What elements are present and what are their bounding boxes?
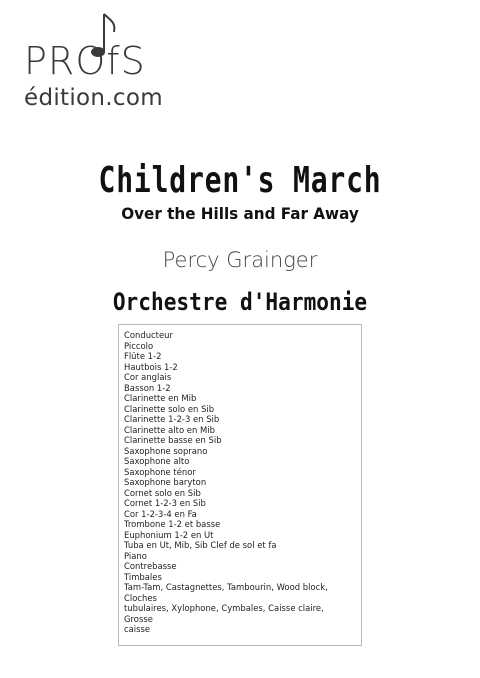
- instrument-list-box: [118, 324, 362, 646]
- instrument-item: Flûte 1-2: [124, 352, 162, 362]
- instrument-item: Clarinette alto en Mib: [124, 425, 215, 436]
- instrument-item: Cor anglais: [124, 373, 172, 383]
- score-title: Children's March: [98, 160, 382, 201]
- instrument-item: Clarinette 1-2-3 en Sib: [124, 415, 220, 425]
- instrument-item: Saxophone baryton: [124, 478, 207, 488]
- instrument-item: Cornet solo en Sib: [124, 488, 201, 499]
- instrument-item: Cornet 1-2-3 en Sib: [124, 499, 206, 509]
- instrument-item: Clarinette en Mib: [124, 394, 197, 404]
- instrument-item: Euphonium 1-2 en Ut: [124, 530, 214, 541]
- instrument-item: Trombone 1-2 et basse: [124, 520, 221, 530]
- instrument-item: Hautbois 1-2: [124, 362, 178, 373]
- instrument-item: Tam-Tam, Castagnettes, Tambourin, Wood block, Cloches: [124, 583, 328, 604]
- instrument-item: Piccolo: [124, 341, 154, 352]
- instrument-item: Conducteur: [124, 331, 173, 341]
- ensemble-name: Orchestre d'Harmonie: [112, 288, 368, 316]
- instrument-item: Saxophone alto: [124, 457, 190, 467]
- score-subtitle: Over the Hills and Far Away: [121, 204, 359, 223]
- composer-name: Percy Grainger: [162, 248, 318, 272]
- instrument-item: tubulaires, Xylophone, Cymbales, Caisse claire, Grosse: [124, 604, 324, 625]
- instrument-item: Saxophone ténor: [124, 467, 196, 478]
- instrument-item: Cor 1-2-3-4 en Fa: [124, 509, 197, 520]
- instrument-list: [124, 331, 355, 636]
- instrument-item: caisse: [124, 625, 151, 635]
- instrument-item: Timbales: [124, 572, 162, 583]
- instrument-item: Contrebasse: [124, 562, 177, 572]
- instrument-item: Clarinette solo en Sib: [124, 404, 215, 415]
- instrument-item: Basson 1-2: [124, 383, 171, 394]
- logo-brand-bottom: édition.com: [24, 85, 163, 111]
- instrument-item: Tuba en Ut, Mib, Sib Clef de sol et fa: [124, 541, 277, 551]
- instrument-item: Saxophone soprano: [124, 446, 208, 457]
- profs-edition-logo[interactable]: [22, 12, 182, 111]
- logo-brand-top: PROfS: [24, 39, 146, 83]
- instrument-item: Piano: [124, 551, 147, 562]
- instrument-item: Clarinette basse en Sib: [124, 436, 222, 446]
